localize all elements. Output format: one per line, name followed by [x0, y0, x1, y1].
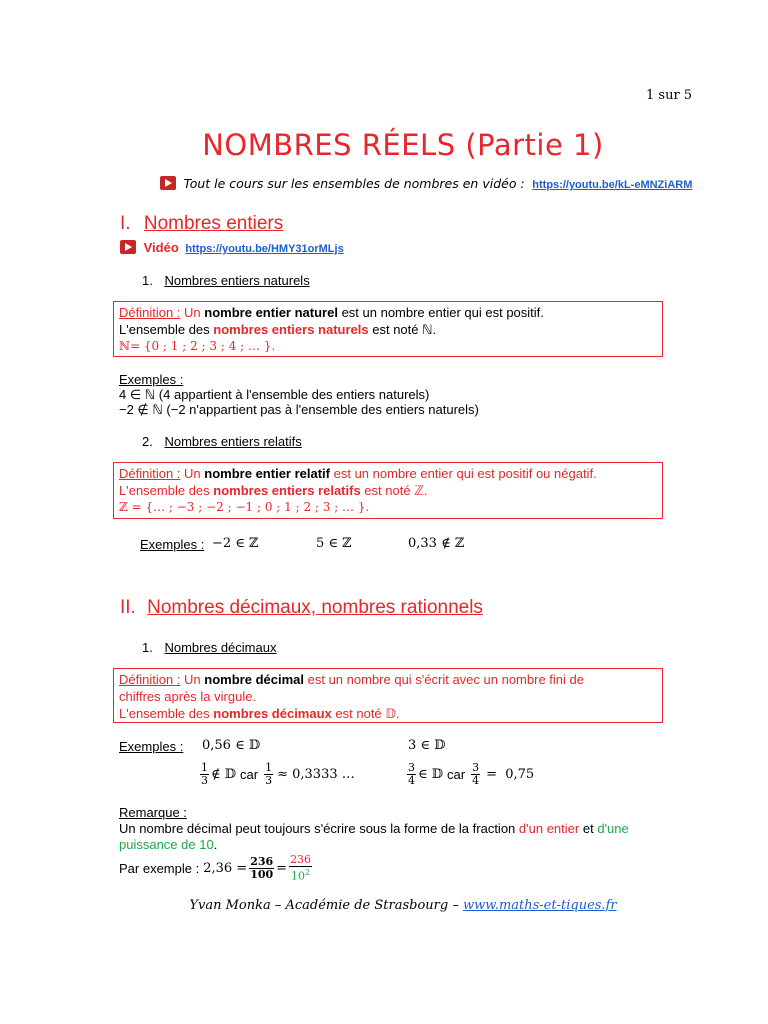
footer-link[interactable]: www.maths-et-tiques.fr [462, 898, 617, 913]
examples-relatifs [140, 537, 204, 552]
remark-block [119, 805, 679, 853]
def-term: nombres entiers relatifs [213, 483, 361, 498]
subsection-number: 1. [142, 640, 153, 655]
def-term: nombre entier naturel [204, 305, 338, 320]
footer [0, 898, 768, 913]
examples-label: Exemples : [140, 537, 205, 552]
remark-text: et [582, 821, 594, 836]
video-label: Vidéo [143, 240, 179, 255]
def-text: est noté ℤ. [364, 483, 428, 498]
subsection-number: 2. [142, 434, 153, 449]
examples-label: Exemples : [119, 372, 184, 387]
section-1-heading [120, 213, 283, 235]
example-value: 5 ∈ ℤ [316, 536, 352, 551]
definition-label: Définition : [119, 672, 181, 687]
example-fraction-third [198, 757, 355, 791]
section-2-heading [120, 597, 483, 619]
fraction: $\frac{236}{100}$ [250, 854, 274, 881]
fraction: $\frac{1}{3}$ [201, 760, 208, 787]
page-title: NOMBRES RÉELS (Partie 1) [202, 128, 604, 162]
def-term: nombre décimal [204, 672, 304, 687]
def-text: est noté ℕ. [372, 322, 437, 337]
subsection-title: Nombres décimaux [164, 640, 277, 655]
section-1-number: I. [120, 213, 131, 234]
section-1-video-line [120, 240, 344, 255]
math-relation: ∈ 𝔻 [418, 766, 444, 782]
fraction: $\frac{3}{4}$ [472, 760, 480, 787]
remark-highlight-green: puissance de 10 [119, 837, 214, 852]
def-text: est un nombre entier qui est positif ou négatif. [333, 466, 597, 481]
youtube-play-icon[interactable] [160, 176, 176, 190]
fraction: $\frac{3}{4}$ [408, 760, 415, 787]
math-equals: = [276, 860, 288, 876]
math-value: 2,36 = [203, 860, 248, 876]
def-text: Un [184, 305, 201, 320]
def-term: nombres entiers naturels [213, 322, 369, 337]
def-text: Un [184, 466, 201, 481]
definition-box-decimaux [113, 668, 663, 723]
remark-highlight-red: d'un entier [518, 821, 580, 836]
examples-label: Exemples : [119, 739, 184, 754]
example-value: 0,56 ∈ 𝔻 [202, 738, 261, 753]
footer-text: Yvan Monka – Académie de Strasbourg – [189, 898, 459, 913]
example-value: 3 ∈ 𝔻 [408, 738, 446, 753]
math-relation: ∉ 𝔻 [211, 766, 237, 782]
example-fraction-quarter [405, 757, 534, 791]
example-label: Par exemple : [119, 860, 200, 876]
remark-highlight-green: d'une [597, 821, 629, 836]
subsection-1-2 [142, 434, 302, 449]
def-set: ℤ = {… ; −3 ; −2 ; −1 ; 0 ; 1 ; 2 ; 3 ; … }. [119, 500, 370, 514]
example-value: −2 ∈ ℤ [212, 536, 259, 551]
example-line: 4 ∈ ℕ (4 appartient à l'ensemble des entiers naturels) [119, 387, 430, 402]
subsection-1-1 [142, 273, 310, 288]
car-word: car [447, 766, 466, 782]
section-2-number: II. [120, 597, 136, 618]
subsection-number: 1. [142, 273, 153, 288]
subsection-title: Nombres entiers naturels [164, 273, 310, 288]
definition-label: Définition : [119, 466, 181, 481]
fraction: $\frac{236}{10^2}$ [290, 852, 312, 883]
def-text: est un nombre entier qui est positif. [341, 305, 544, 320]
def-term: nombre entier relatif [204, 466, 330, 481]
examples-naturels [119, 372, 479, 417]
example-line: −2 ∉ ℕ (−2 n'appartient pas à l'ensemble des entiers naturels) [119, 402, 479, 417]
definition-box-naturels [113, 301, 663, 357]
definition-box-relatifs [113, 462, 663, 519]
def-text: L'ensemble des [119, 322, 210, 337]
def-text: est un nombre qui s'écrit avec un nombre fini de [307, 672, 584, 687]
definition-label: Définition : [119, 305, 181, 320]
math-approx: ≈ 0,3333 … [277, 766, 355, 782]
course-video-line [160, 176, 692, 191]
page-number: 1 sur 5 [646, 88, 693, 103]
section-1-video-link[interactable]: https://youtu.be/HMY31orMLjs [185, 243, 344, 255]
course-video-text: Tout le cours sur les ensembles de nombres en vidéo : [183, 176, 525, 191]
car-word: car [240, 766, 259, 782]
remark-label: Remarque : [119, 805, 187, 820]
remark-text: Un nombre décimal peut toujours s'écrire sous la forme de la fraction [119, 821, 516, 836]
remark-example [119, 851, 314, 885]
section-2-title: Nombres décimaux, nombres rationnels [147, 597, 483, 618]
def-text: L'ensemble des [119, 706, 210, 721]
def-text: Un [184, 672, 201, 687]
fraction: $\frac{1}{3}$ [265, 760, 273, 787]
def-text: L'ensemble des [119, 483, 210, 498]
youtube-play-icon[interactable] [120, 240, 136, 254]
subsection-2-1 [142, 640, 276, 655]
course-video-link[interactable]: https://youtu.be/kL-eMNZiARM [532, 179, 693, 191]
def-set: ℕ= {0 ; 1 ; 2 ; 3 ; 4 ; … }. [119, 339, 276, 353]
example-value: 0,33 ∉ ℤ [408, 536, 465, 551]
def-term: nombres décimaux [213, 706, 332, 721]
def-text: est noté 𝔻. [335, 706, 400, 721]
subsection-title: Nombres entiers relatifs [164, 434, 302, 449]
remark-text: . [213, 837, 218, 852]
def-text: chiffres après la virgule. [119, 689, 257, 704]
math-equals: = 0,75 [486, 766, 535, 782]
section-1-title: Nombres entiers [143, 213, 284, 234]
